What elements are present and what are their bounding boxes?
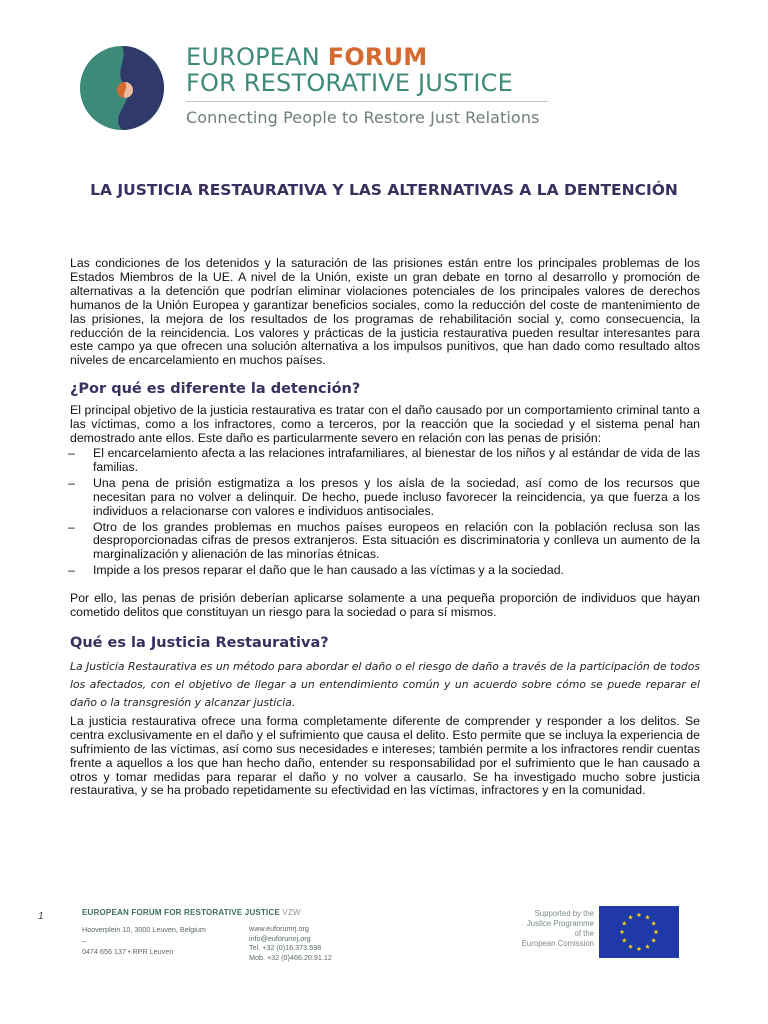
footer-email-link[interactable]: info@euforumrj.org (249, 933, 311, 943)
page-number: 1 (38, 911, 44, 922)
eu-support-text: Supported by the Justice Programme of the European Comission (521, 909, 594, 948)
footer-web-link[interactable]: www.euforumrj.org (249, 924, 309, 933)
logo-divider (186, 101, 548, 102)
logo-wordmark (186, 44, 566, 127)
logo-line-2: FOR RESTORATIVE JUSTICE (186, 69, 513, 97)
logo-accent-forum: FORUM (327, 43, 428, 71)
list-item: – El encarcelamiento afecta a las relaciones intrafamiliares, al bienestar de los niños y al estándar de vida de las familias. (68, 445, 700, 474)
section2-paragraph: La justicia restaurativa ofrece una forma completamente diferente de comprender y responder a los delitos. Se centra exclusivamente en el daño y el sufrimiento que causa el delito. Esto permite que se incluya la experiencia de sufrimiento de las víctimas, así como sus necesidades e intereses; también permite a los infractores rendir cuentas frente a aquellos a los que han hecho daño, entender su responsabilidad por el sufrimiento que le han causado a otros y tomar medidas para reparar el daño y no volver a causarlo. Se ha investigado mucho sobre justicia restaurativa, y se ha probado repetidamente su efectividad en las víctimas, infractores y en la comunidad. (70, 713, 700, 798)
harm-bullet-list (70, 447, 700, 578)
logo-tagline: Connecting People to Restore Just Relations (186, 108, 540, 127)
footer-contact-block (249, 924, 332, 962)
footer-org-name: EUROPEAN FORUM FOR RESTORATIVE JUSTICE VZW (82, 908, 301, 917)
intro-paragraph: Las condiciones de los detenidos y la saturación de las prisiones están entre los principales problemas de los Estados Miembros de la UE. A nivel de la Unión, existe un gran debate en torno al desarrollo y promoción de alternativas a la detención que podrían eliminar violaciones potenciales de los principales valores de derechos humanos de la Unión Europea y garantizar beneficios sociales, como la reducción del coste de mantenimiento de las prisiones, la mejora de los resultados de los programas de rehabilitación social y, como consecuencia, la reducción de la reincidencia. Los valores y prácticas de la justicia restaurativa pueden resultar interesantes para este campo ya que ofrecen una solución alternativa a los impulsos punitivos, que han dado como resultado altos niveles de encarcelamiento en muchos países. (70, 256, 700, 368)
footer-mob: Mob. +32 (0)466.20.91.12 (249, 952, 332, 962)
section1-paragraph: El principal objetivo de la justicia restaurativa es tratar con el daño causado por un comportamiento criminal tanto a las víctimas, como a los infractores, como a terceros, por la reacción que la sociedad y el sistema penal han demostrado ante ellos. Este daño es particularmente severo en relación con las penas de prisión: (70, 403, 700, 446)
footer-address: Hooverplein 10, 3000 Leuven, Belgium (82, 925, 206, 934)
document-body (70, 257, 700, 798)
footer-address-block (82, 924, 206, 957)
section-heading-restorative: Qué es la Justicia Restaurativa? (70, 634, 329, 651)
section1-closing: Por ello, las penas de prisión deberían aplicarse solamente a una pequeña proporción de individuos que hayan cometido delitos que constituyan un riesgo para la sociedad o para sí mismos. (70, 591, 700, 620)
logo-line-1: EUROPEAN FORUM (186, 43, 428, 71)
section-heading-detention: ¿Por qué es diferente la detención? (70, 381, 361, 398)
efrj-logo-icon (78, 44, 166, 132)
list-item: – Otro de los grandes problemas en muchos países europeos en relación con la población reclusa son las desproporcionadas cifras de presos extranjeros. Esta situación es discriminatoria y conlleva un aumento de la marginalización y alienación de las minorías étnicas. (68, 519, 700, 562)
footer-dash: – (82, 936, 86, 945)
footer-registry: 0474 656 137 • RPR Leuven (82, 947, 174, 956)
eu-flag-icon (599, 906, 679, 958)
list-item: – Una pena de prisión estigmatiza a los presos y los aísla de la sociedad, así como de los recursos que necesitan para no volver a delinquir. De hecho, puede incluso favorecer la reincidencia, ya que fuerza a los individuos a relacionarse con valores e individuos antisociales. (68, 475, 700, 518)
footer-tel: Tel. +32 (0)16.373.598 (249, 943, 322, 952)
document-title: LA JUSTICIA RESTAURATIVA Y LAS ALTERNATIVAS A LA DENTENCIÓN (90, 181, 678, 199)
definition-italic: La Justicia Restaurativa es un método para abordar el daño o el riesgo de daño a través de la participación de todos los afectados, con el objetivo de llegar a un entendimiento común y un acuerdo sobre cómo se puede reparar el daño o la transgresión y alcanzar justicia. (70, 659, 700, 709)
list-item: – Impide a los presos reparar el daño que le han causado a las víctimas y a la sociedad. (68, 563, 564, 578)
